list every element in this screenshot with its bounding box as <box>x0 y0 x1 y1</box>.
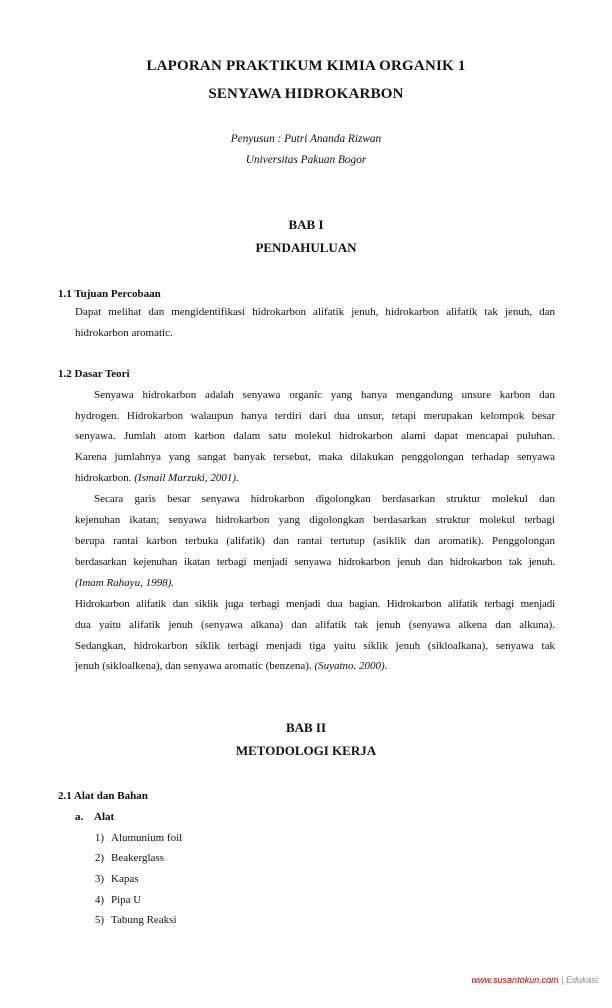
sub-a-marker: a. <box>75 811 84 823</box>
citation <box>75 577 174 589</box>
section-1-1-heading: 1.1 Tujuan Percobaan <box>58 288 161 300</box>
footer-site: www.susantokun.com <box>471 975 559 985</box>
paragraph-line: Sedangkan, hidrokarbon siklik terbagi menjadi tiga yaitu siklik jenuh (sikloalkana), senyawa tak <box>75 640 555 652</box>
paragraph-line: Secara garis besar senyawa hidrokarbon digolongkan berdasarkan struktur molekul dan <box>94 493 555 505</box>
footer-separator: | <box>561 975 564 985</box>
citation: (Suyatno. 2000). <box>314 660 388 672</box>
list-item: Kapas <box>111 873 139 885</box>
footer-category: Edukasi <box>565 975 598 985</box>
bab2-label: BAB II <box>285 720 327 735</box>
paragraph-line: berdasarkan kejenuhan ikatan terbagi menjadi senyawa hidrokarbon jenuh dan hidrokarbon tak jenuh. <box>75 556 555 568</box>
section-2-1-heading: 2.1 Alat dan Bahan <box>58 790 148 802</box>
report-title: LAPORAN PRAKTIKUM KIMIA ORGANIK 1 <box>146 58 466 74</box>
section-1-1-line: Dapat melihat dan mengidentifikasi hidrokarbon alifatik jenuh, hidrokarbon alifatik tak jenuh, dan <box>75 306 555 318</box>
institution-line: Universitas Pakuan Bogor <box>245 154 367 166</box>
footer-watermark <box>472 975 598 985</box>
bab1-label: BAB I <box>288 217 324 232</box>
list-item: Beakerglass <box>111 852 164 864</box>
paragraph-line <box>75 472 239 484</box>
paragraph-line: hydrogen. Hidrokarbon walaupun hanya terdiri dari dua unsur, tetapi merupakan kelompok besar <box>75 410 555 422</box>
paragraph-line: dua yaitu alifatik jenuh (senyawa alkana) dan alifatik tak jenuh (senyawa alkena dan alkuna). <box>75 619 555 631</box>
report-subtitle: SENYAWA HIDROKARBON <box>208 86 404 102</box>
list-item-number: 1) <box>94 832 104 844</box>
list-item-number: 5) <box>94 914 104 926</box>
section-1-1-line: hidrokarbon aromatic. <box>75 327 173 339</box>
list-item-number: 2) <box>94 852 104 864</box>
citation-text: (Imam Rahayu, 1998). <box>75 577 174 589</box>
bab1-title: PENDAHULUAN <box>255 240 357 255</box>
paragraph-line: kejenuhan ikatan; senyawa hidrokarbon yang digolongkan berdasarkan struktur molekul terbagi <box>75 514 555 526</box>
list-item-number: 4) <box>94 894 104 906</box>
paragraph-line: Karena jumlahnya yang sangat banyak tersebut, maka dilakukan penggolongan terhadap senyawa <box>75 451 555 463</box>
list-item: Tabung Reaksi <box>111 914 177 926</box>
list-item: Alumunium foil <box>111 832 183 844</box>
list-item: Pipa U <box>111 894 142 906</box>
author-line: Penyusun : Putri Ananda Rizwan <box>230 133 382 145</box>
paragraph-text: hidrokarbon. <box>75 472 132 484</box>
sub-a-label: Alat <box>94 811 115 823</box>
list-item-number: 3) <box>94 873 104 885</box>
bab2-title: METODOLOGI KERJA <box>235 743 377 758</box>
citation: (Ismail Marzuki, 2001). <box>134 472 239 484</box>
paragraph-line: Senyawa hidrokarbon adalah senyawa organic yang hanya mengandung unsure karbon dan <box>94 389 555 401</box>
paragraph-line: Hidrokarbon alifatik dan siklik juga terbagi menjadi dua bagian. Hidrokarbon alifatik terbagi menjadi <box>75 598 555 610</box>
paragraph-line: senyawa. Jumlah atom karbon dalam satu molekul hidrokarbon alami dapat mencapai puluhan. <box>75 430 555 442</box>
paragraph-line: berupa rantai karbon terbuka (alifatik) dan rantai tertutup (asiklik dan aromatik). Penggolongan <box>75 535 555 547</box>
paragraph-text: jenuh (sikloalkena), dan senyawa aromatic (benzena). <box>75 660 312 672</box>
paragraph-line <box>75 660 387 672</box>
section-1-2-heading: 1.2 Dasar Teori <box>58 368 130 380</box>
